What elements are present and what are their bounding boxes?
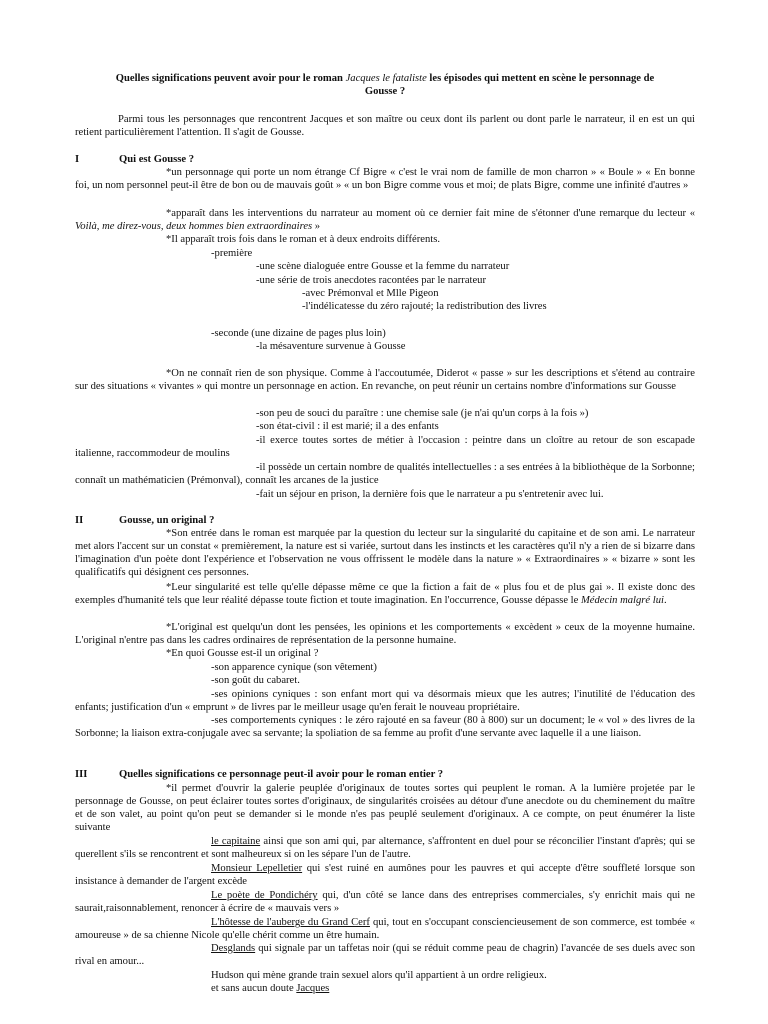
- list-item: -l'indélicatesse du zéro rajouté; la redistribution des livres: [302, 301, 547, 312]
- list-item: -seconde (une dizaine de pages plus loin): [211, 328, 386, 339]
- list-item: -il exerce toutes sortes de métier à l'occasion : peintre dans un cloître au retour de son escapade italienne, raccommodeur de moulins: [75, 435, 695, 459]
- list-item: -son peu de souci du paraître : une chemise sale (je n'ai qu'un corps à la fois »): [256, 408, 589, 419]
- section-1-paragraph-narrator: *apparaît dans les interventions du narrateur au moment où ce dernier fait mine de s'étonner d'une remarque du lecteur « Voilà, me direz-vous, deux hommes bien extraordinaires »: [75, 208, 695, 232]
- section-3-heading: Quelles significations ce personnage peut-il avoir pour le roman entier ?: [119, 769, 444, 780]
- title-text-end: les épisodes qui mettent en scène le personnage de: [426, 73, 655, 84]
- list-item: -avec Prémonval et Mlle Pigeon: [302, 288, 439, 299]
- list-item: Hudson qui mène grande train sexuel alors qu'il appartient à un ordre religieux.: [211, 970, 547, 981]
- list-item: -son état-civil : il est marié; il a des enfants: [256, 421, 439, 432]
- list-item: -première: [211, 248, 253, 259]
- book-title: Jacques le fataliste: [345, 73, 427, 84]
- list-item: -fait un séjour en prison, la dernière fois que le narrateur a pu s'entretenir avec lui.: [256, 489, 604, 500]
- title-subject: Gousse ?: [364, 86, 406, 97]
- section-1-heading: Qui est Gousse ?: [119, 154, 195, 165]
- section-3-number: III: [75, 769, 88, 780]
- section-2-question: *En quoi Gousse est-il un original ?: [166, 648, 319, 659]
- list-item: -son apparence cynique (son vêtement): [211, 662, 377, 673]
- list-item: Le poète de Pondichéry qui, d'un côté se lance dans des entreprises commerciales, s'y enrichit mais qui ne saurait,raisonnablement, renoncer à écrire de « mauvais vers »: [75, 890, 695, 914]
- section-2-number: II: [75, 515, 84, 526]
- list-item: -une série de trois anecdotes racontées par le narrateur: [256, 275, 487, 286]
- section-1-paragraph-name: *un personnage qui porte un nom étrange Cf Bigre « c'est le vrai nom de famille de mon charron » « Boule » « En bonne foi, un nom personnel peut-il être de bon ou de mauvais goût » « un bon Bigre comme vous et moi; de plats Bigre, comme une infinité d'autres »: [75, 167, 695, 191]
- list-item: -son goût du cabaret.: [211, 675, 300, 686]
- list-item: -ses opinions cyniques : son enfant mort qui va désormais mieux que les autres; l'inutilité de l'éducation des enfants; justification d'un « emprunt » de livres par le meilleur usage qu'en ferait le nouveau propriétaire.: [75, 689, 695, 713]
- list-item: Monsieur Lepelletier qui s'est ruiné en aumônes pour les pauvres et qui accepte d'être souffleté lorsque son insistance à demander de l'argent excède: [75, 863, 696, 887]
- title-text: Quelles significations peuvent avoir pour le roman: [115, 73, 346, 84]
- section-2-paragraph-original: *L'original est quelqu'un dont les pensées, les opinions et les comportements « excèdent » ceux de la moyenne humaine. L'original n'entre pas dans les cadres ordinaires de représentation de la personne humaine.: [75, 622, 695, 646]
- section-1-paragraph-physique: *On ne connaît rien de son physique. Comme à l'accoutumée, Diderot « passe » sur les descriptions et s'étend au contraire sur des situations « vivantes » qui montre un personnage en action. En revanche, on peut réunir un certains nombre d'informations sur Gousse: [75, 368, 695, 392]
- section-3-paragraph-gallery: *il permet d'ouvrir la galerie peuplée d'originaux de toutes sortes qui peuplent le roman. A la lumière projetée par le personnage de Gousse, on peut éclairer toutes sortes d'originaux, de singularités croisées au détour d'une anecdote ou du cheminement du maître et de son valet, au point qu'on peut se demander si le monde n'es pas peuplé seulement d'originaux. A ce compte, on peut énumérer la liste suivante: [75, 783, 695, 833]
- section-2-paragraph-entry: *Son entrée dans le roman est marquée par la question du lecteur sur la singularité du capitaine et de son ami. Le narrateur met alors l'accent sur un constat « premièrement, la nature est si variée, surtout dans les instincts et les caractères qu'il n'y a rien de si bizarre dans l'imagination d'un poète dont l'expérience et l'observation ne vous offrissent le modèle dans la nature » « Extraordinaires » « bizarre » sont les qualificatifs qui désignent ces personnes.: [75, 528, 695, 578]
- list-item: le capitaine ainsi que son ami qui, par alternance, s'affrontent en duel pour se réconcilier l'instant d'après; qui se querellent s'ils se rencontrent et sont malheureux si on les sépare l'un de l'autre.: [75, 836, 695, 860]
- document-title: [75, 72, 695, 98]
- section-1-appearances: *Il apparaît trois fois dans le roman et à deux endroits différents.: [166, 234, 440, 245]
- section-1-number: I: [75, 154, 80, 165]
- list-item: -ses comportements cyniques : le zéro rajouté en sa faveur (80 à 800) sur un document; le « vol » des livres de la Sorbonne; la liaison extra-conjugale avec sa servante; la spoliation de sa femme au profit d'une servante avec laquelle il a une liaison.: [75, 715, 695, 739]
- section-2-heading: Gousse, un original ?: [119, 515, 215, 526]
- intro-paragraph: Parmi tous les personnages que rencontrent Jacques et son maître ou ceux dont ils parlent ou dont parle le narrateur, il en est un qui retient particulièrement l'attention. Il s'agit de Gousse.: [75, 114, 695, 138]
- list-item: Desglands qui signale par un taffetas noir (qui se réduit comme peau de chagrin) l'avancée de ses duels avec son rival en amour...: [75, 943, 695, 967]
- list-item: L'hôtesse de l'auberge du Grand Cerf qui, tout en s'occupant consciencieusement de son commerce, est tombée « amoureuse » de sa chienne Nicole qu'elle chérit comme un être humain.: [75, 917, 695, 941]
- list-item: -la mésaventure survenue à Gousse: [256, 341, 406, 352]
- list-item: et sans aucun doute Jacques: [211, 983, 330, 994]
- list-item: -il possède un certain nombre de qualités intellectuelles : a ses entrées à la bibliothèque de la Sorbonne; connaît un mathématicien (Prémonval), connaît les arcanes de la justice: [75, 462, 695, 486]
- list-item: -une scène dialoguée entre Gousse et la femme du narrateur: [256, 261, 510, 272]
- section-2-paragraph-singularity: *Leur singularité est telle qu'elle dépasse même ce que la fiction a fait de « plus fou et de plus gai ». Il existe donc des exemples d'humanité tels que leur réalité dépasse toute fiction et toute imagination. En l'occurrence, Gousse dépasse le Médecin malgré lui.: [75, 582, 695, 606]
